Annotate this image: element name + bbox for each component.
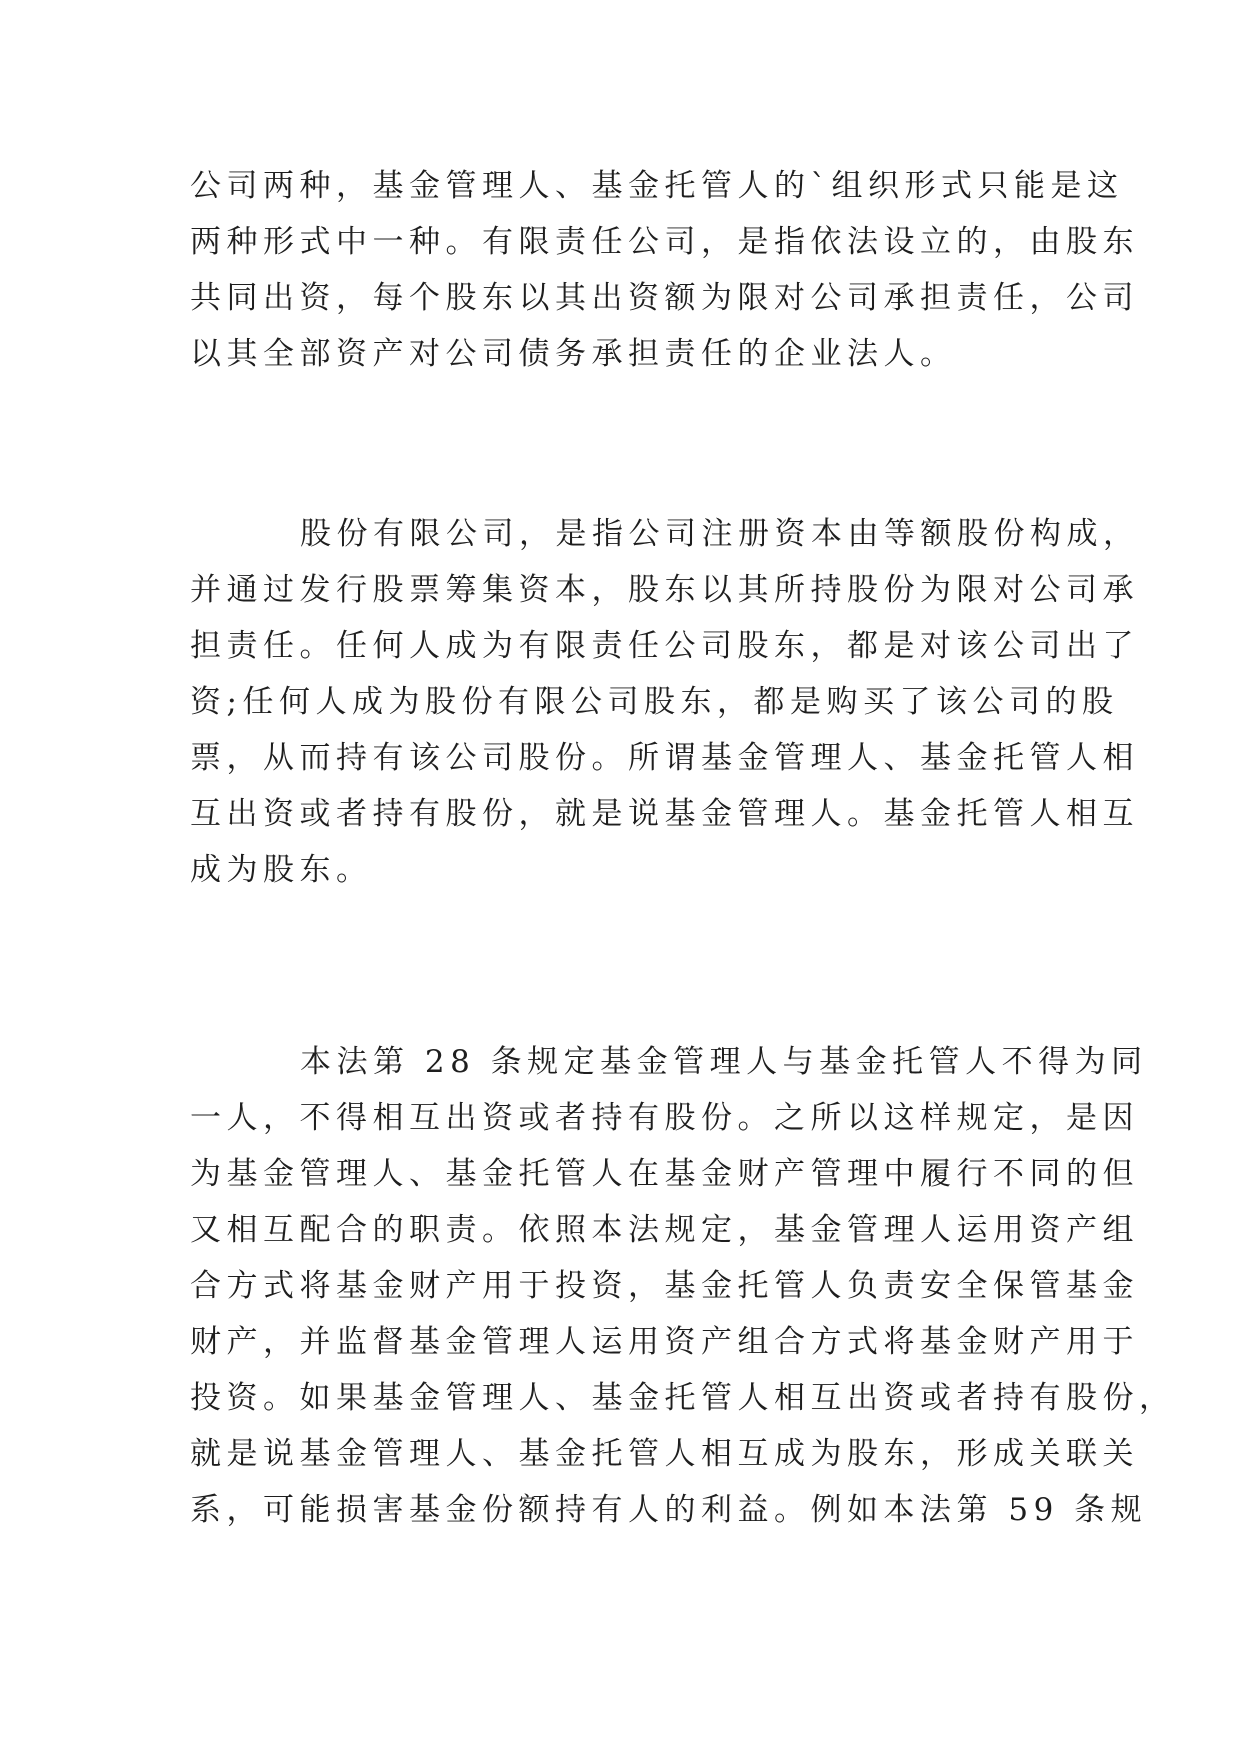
paragraph-article-28	[190, 1034, 1176, 1538]
text-line: 票，从而持有该公司股份。所谓基金管理人、基金托管人相	[190, 740, 1139, 776]
text-line: 成为股东。	[190, 852, 373, 888]
text-line: 共同出资，每个股东以其出资额为限对公司承担责任，公司	[190, 280, 1139, 316]
text-line: 为基金管理人、基金托管人在基金财产管理中履行不同的但	[190, 1156, 1139, 1192]
text-line: 以其全部资产对公司债务承担责任的企业法人。	[190, 336, 957, 372]
text-line: 财产，并监督基金管理人运用资产组合方式将基金财产用于	[190, 1324, 1139, 1360]
text-line: 并通过发行股票筹集资本，股东以其所持股份为限对公司承	[190, 572, 1139, 608]
text-line: 资;任何人成为股份有限公司股东，都是购买了该公司的股	[190, 684, 1119, 720]
text-line: 投资。如果基金管理人、基金托管人相互出资或者持有股份，	[190, 1380, 1176, 1416]
text-line: 公司两种，基金管理人、基金托管人的`组织形式只能是这	[190, 168, 1124, 204]
text-line: 就是说基金管理人、基金托管人相互成为股东，形成关联关	[190, 1436, 1139, 1472]
text-line: 互出资或者持有股份，就是说基金管理人。基金托管人相互	[190, 796, 1139, 832]
paragraph-company-forms	[190, 158, 1139, 382]
text-line: 担责任。任何人成为有限责任公司股东，都是对该公司出了	[190, 628, 1139, 664]
text-line: 又相互配合的职责。依照本法规定，基金管理人运用资产组	[190, 1212, 1139, 1248]
paragraph-joint-stock-company	[190, 506, 1140, 898]
text-line: 股份有限公司，是指公司注册资本由等额股份构成，	[300, 516, 1140, 552]
text-line: 两种形式中一种。有限责任公司，是指依法设立的，由股东	[190, 224, 1139, 260]
text-line: 合方式将基金财产用于投资，基金托管人负责安全保管基金	[190, 1268, 1139, 1304]
text-line: 一人，不得相互出资或者持有股份。之所以这样规定，是因	[190, 1100, 1139, 1136]
text-line: 系，可能损害基金份额持有人的利益。例如本法第 59 条规	[190, 1492, 1148, 1528]
text-line: 本法第 28 条规定基金管理人与基金托管人不得为同	[300, 1044, 1148, 1080]
